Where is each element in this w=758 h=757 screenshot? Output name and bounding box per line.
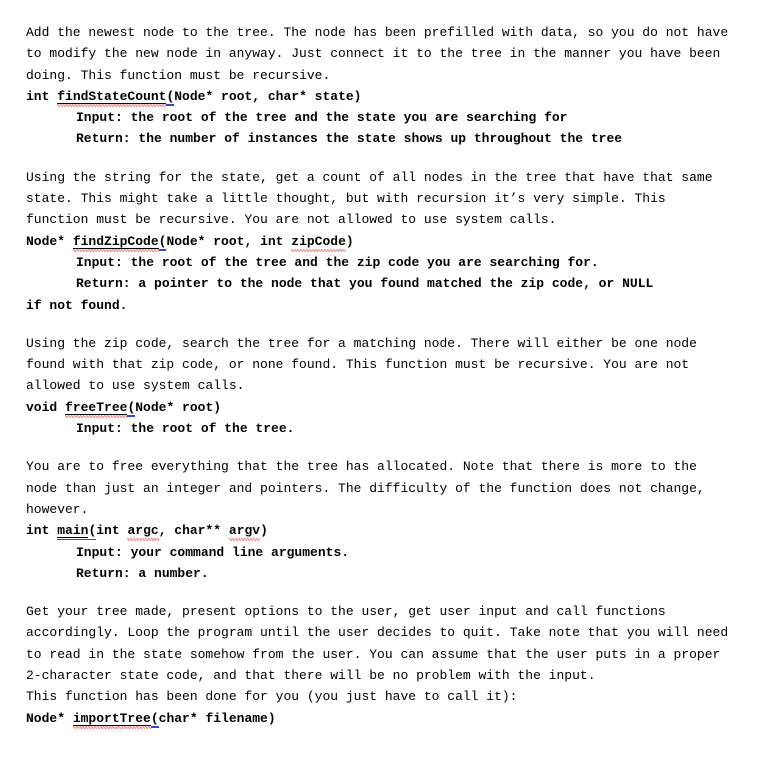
signature-return-type: Node* [26, 710, 73, 726]
open-paren: ( [150, 710, 159, 726]
open-paren: ( [158, 233, 167, 249]
io-line: Input: your command line arguments. [76, 544, 350, 560]
signature-params: Node* root) [135, 399, 222, 415]
signature-params: Node* root, char* state) [174, 88, 362, 104]
io-line: Return: a pointer to the node that you found matched the zip code, or NULL [76, 276, 654, 292]
paragraph-add-node: Add the newest node to the tree. The node has been prefilled with data, so you do not have to modify the new node in anyway. Just connect it to the tree in the manner you have been doing. This function must be recursive. [26, 25, 736, 83]
open-paren: ( [127, 399, 136, 415]
open-paren: ( [88, 523, 97, 539]
signature-return-type: void [26, 399, 66, 415]
signature-free-tree [26, 397, 732, 418]
io-line: Return: a number. [76, 565, 209, 581]
paragraph-main-desc: Get your tree made, present options to the user, get user input and call functions accordingly. Loop the program until the user decides to quit. Take note that you will need to read in the state somehow from the user. You can assume that the user puts in a proper 2-character state code, and that there will be no problem with the input. [26, 604, 736, 684]
param-identifier-argv: argv [228, 523, 261, 539]
signature-return-type: Node* [26, 233, 73, 249]
io-line: Return: the number of instances the state shows up throughout the tree [76, 131, 623, 147]
paragraph-free-tree-desc: You are to free everything that the tree has allocated. Note that there is more to the node than just an integer and pointers. The difficulty of the function does not change, however. [26, 459, 713, 517]
param-identifier: zipCode [291, 233, 346, 249]
signature-params-mid: , char** [158, 523, 229, 539]
signature-params: char* filename) [158, 710, 276, 726]
function-identifier: findZipCode [72, 233, 159, 249]
function-identifier: findStateCount [57, 88, 167, 104]
signature-return-type: int [26, 88, 58, 104]
function-identifier: freeTree [65, 399, 128, 415]
signature-params-pre: int [96, 523, 128, 539]
param-identifier-argc: argc [127, 523, 159, 539]
signature-params-post: ) [260, 523, 268, 539]
signature-import-tree [26, 708, 732, 729]
signature-find-state-count [26, 86, 732, 107]
paragraph-done-for-you: This function has been done for you (you just have to call it): [26, 689, 518, 705]
signature-find-zip-code [26, 231, 732, 252]
io-line: Input: the root of the tree. [76, 421, 295, 437]
paragraph-zip-code-desc: Using the zip code, search the tree for a matching node. There will either be one node found with that zip code, or none found. This function must be recursive. You are not allowed to use system calls. [26, 335, 705, 394]
function-identifier: main [57, 523, 89, 539]
signature-params-pre: Node* root, int [166, 233, 292, 249]
paragraph-state-count-desc: Using the string for the state, get a count of all nodes in the tree that have that same state. This might take a little thought, but with recursion it’s very simple. This function must be recursive. You are not allowed to use system calls. [26, 169, 721, 228]
signature-return-type: int [26, 523, 58, 539]
signature-params-post: ) [345, 233, 354, 249]
function-identifier: importTree [72, 710, 151, 726]
io-line: Input: the root of the tree and the zip code you are searching for. [76, 254, 599, 270]
io-line-wrap: if not found. [26, 297, 128, 313]
signature-main [26, 520, 732, 541]
open-paren: ( [166, 88, 175, 104]
io-line: Input: the root of the tree and the state you are searching for [76, 110, 568, 126]
